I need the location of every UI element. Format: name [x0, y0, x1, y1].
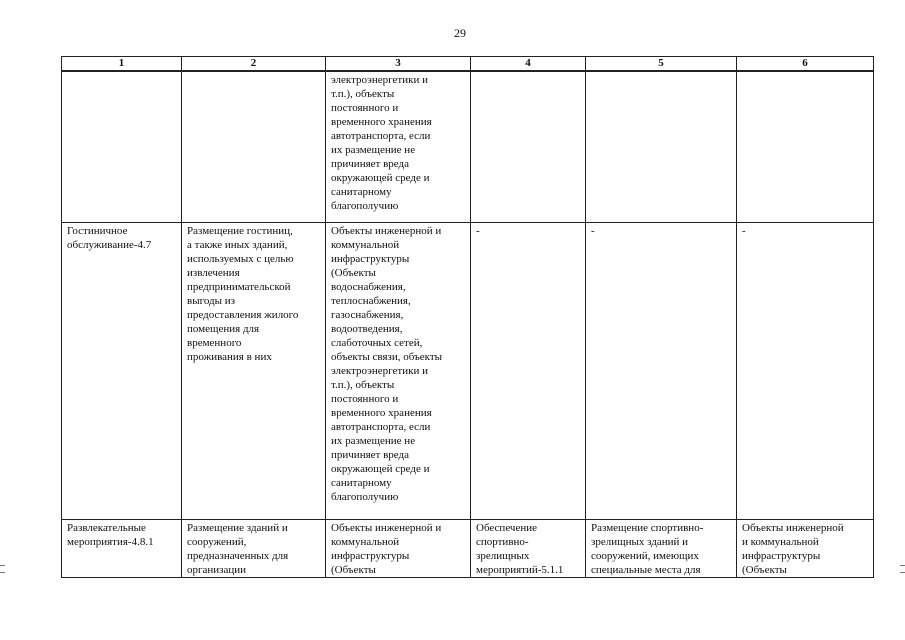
header-row [62, 57, 874, 72]
table-row [62, 223, 874, 520]
table-cell [586, 223, 737, 520]
table-cell [62, 71, 182, 223]
cell-text: Объекты инженерной и коммунальной инфраструктуры (Объекты [742, 522, 844, 576]
cell-text: Объекты инженерной и коммунальной инфраструктуры (Объекты [331, 522, 442, 576]
table-row [62, 520, 874, 578]
page-number: 29 [454, 26, 466, 40]
column-header-2: 2 [182, 57, 326, 72]
table-cell [326, 520, 471, 578]
table-cell [586, 520, 737, 578]
scan-edge-mark [0, 565, 5, 566]
table-row [62, 71, 874, 223]
column-header-3: 3 [326, 57, 471, 72]
column-header-5: 5 [586, 57, 737, 72]
cell-text: - [742, 225, 746, 237]
scan-edge-mark [900, 565, 905, 566]
cell-text: Размещение спортивно- зрелищных зданий и сооружений, имеющих специальные места для [591, 522, 704, 576]
table-cell [586, 71, 737, 223]
table-cell [471, 71, 586, 223]
column-header-4: 4 [471, 57, 586, 72]
table-cell [326, 223, 471, 520]
cell-text: Гостиничное обслуживание-4.7 [67, 225, 152, 251]
table-cell [471, 520, 586, 578]
table-cell [62, 520, 182, 578]
cell-text: Развлекательные мероприятия-4.8.1 [67, 522, 154, 548]
table-cell [182, 520, 326, 578]
table-cell [737, 520, 874, 578]
table-cell [182, 71, 326, 223]
cell-text: электроэнергетики и т.п.), объекты постоянного и временного хранения автотранспорта, если их размещение не причиняет вреда окружающей среде и санитарному благополучию [331, 74, 432, 212]
table-cell [471, 223, 586, 520]
cell-text: Обеспечение спортивно- зрелищных мероприятий-5.1.1 [476, 522, 564, 576]
land-use-table [61, 56, 874, 578]
scan-edge-mark [0, 572, 5, 573]
table-cell [62, 223, 182, 520]
cell-text: - [591, 225, 595, 237]
cell-text: Размещение гостиниц, а также иных зданий, используемых с целью извлечения предпринимательской выгоды из предоставления жилого помещения для временного проживания в них [187, 225, 299, 363]
scan-edge-mark [900, 572, 905, 573]
cell-text: Объекты инженерной и коммунальной инфраструктуры (Объекты водоснабжения, теплоснабжения, газоснабжения, водоотведения, слаботочных сетей, объекты связи, объекты электроэнергетики и т.п.), объекты постоянного и временного хранения автотранспорта, если их размещение не причиняет вреда окружающей среде и санитарному благополучию [331, 225, 443, 503]
cell-text: - [476, 225, 480, 237]
table-cell [737, 71, 874, 223]
cell-text: Размещение зданий и сооружений, предназначенных для организации [187, 522, 289, 576]
table-cell [326, 71, 471, 223]
table-cell [182, 223, 326, 520]
column-header-6: 6 [737, 57, 874, 72]
column-header-1: 1 [62, 57, 182, 72]
table-cell [737, 223, 874, 520]
